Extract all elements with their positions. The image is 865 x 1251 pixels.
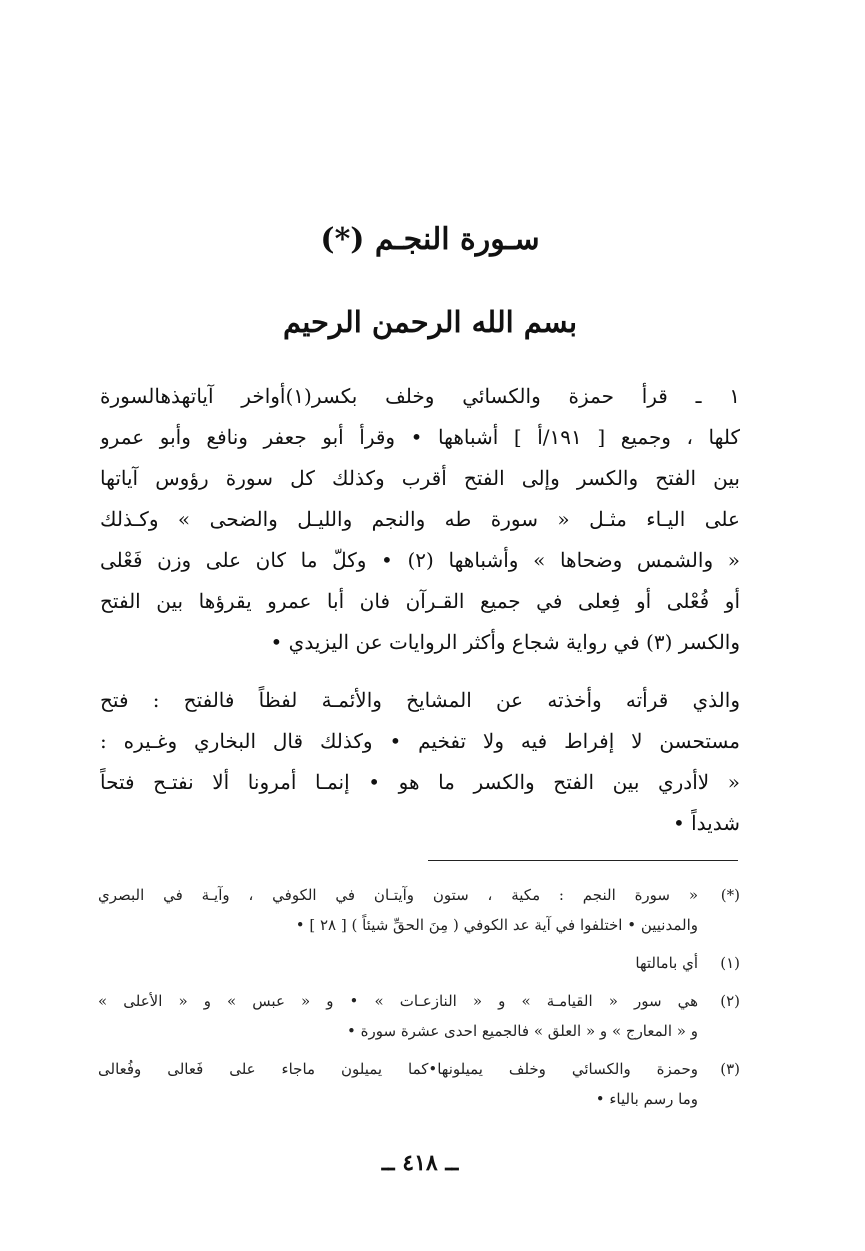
paragraph-line: أو فُعْلى أو فِعلى في جميع القـرآن فان أبا عمرو يقرؤها بين الفتح [100,589,740,613]
basmala-heading: بسم الله الرحمن الرحيم [282,305,578,339]
footnote-3 [98,1054,740,1114]
footnote-1 [98,948,740,978]
footnote-2 [98,986,740,1046]
footnotes-section [98,880,740,1122]
footnote-text [98,948,698,978]
footnote-line: والمدنيين • اختلفوا في آية عد الكوفي ( مِنَ الحقِّ شيئاً ) [ ٢٨ ] • [295,916,698,934]
footnote-line: وحمزة والكسائي وخلف يميلونها•كما يميلون ماجاء على فَعالى وفُعالى [98,1060,698,1078]
paragraph-line: « لاأدري بين الفتح والكسر ما هو • إنمـا أمرونا ألا نفتـح فتحاً [100,770,740,794]
paragraph-line: على اليـاء مثـل « سورة طه والنجم والليـل والضحى » وكـذلك [100,507,740,531]
footnote-text [98,986,698,1046]
paragraph-qiraat [100,376,740,663]
paragraph-line: ١ ـ قرأ حمزة والكسائي وخلف بكسر(١)أواخر آياتهذهالسورة [100,384,740,408]
footnote-marker: (*) [720,886,740,904]
footnote-line: « سورة النجم : مكية ، ستون وآيتـان في الكوفي ، وآيـة في البصري [98,886,698,904]
footnote-line: و « المعارج » و « العلق » فالجميع احدى عشرة سورة • [347,1022,698,1040]
paragraph-line: كلها ، وجميع [ ١٩١/أ ] أشباهها • وقرأ أبو جعفر ونافع وأبو عمرو [100,425,740,449]
footnote-text [98,880,698,940]
footnote-text [98,1054,698,1114]
footnote-divider [428,860,738,861]
footnote-line: أي بامالتها [635,954,698,972]
footnote-line: هي سور « القيامـة » و « النازعـات » • و « عبس » و « الأعلى » [98,992,698,1010]
footnote-marker: (٣) [720,1060,740,1078]
footnote-star [98,880,740,940]
footnote-marker: (١) [720,954,740,972]
paragraph-line: والكسر (٣) في رواية شجاع وأكثر الروايات عن اليزيدي • [270,630,740,654]
page-number: ــ ٤١٨ ــ [381,1150,459,1176]
footnote-marker: (٢) [720,992,740,1010]
surah-title: سـورة النجـم (*) [320,222,540,257]
paragraph-line: « والشمس وضحاها » وأشباهها (٢) • وكلّ ما كان على وزن فَعْلى [100,548,740,572]
paragraph-line: بين الفتح والكسر وإلى الفتح أقرب وكذلك كل سورة رؤوس آياتها [100,466,740,490]
paragraph-line: شديداً • [672,811,740,835]
footnote-line: وما رسم بالياء • [595,1090,698,1108]
paragraph-line: والذي قرأته وأخذته عن المشايخ والأئمـة لفظاً فالفتح : فتح [100,688,740,712]
paragraph-author-note [100,680,740,844]
paragraph-line: مستحسن لا إفراط فيه ولا تفخيم • وكذلك قال البخاري وغـيره : [100,729,740,753]
